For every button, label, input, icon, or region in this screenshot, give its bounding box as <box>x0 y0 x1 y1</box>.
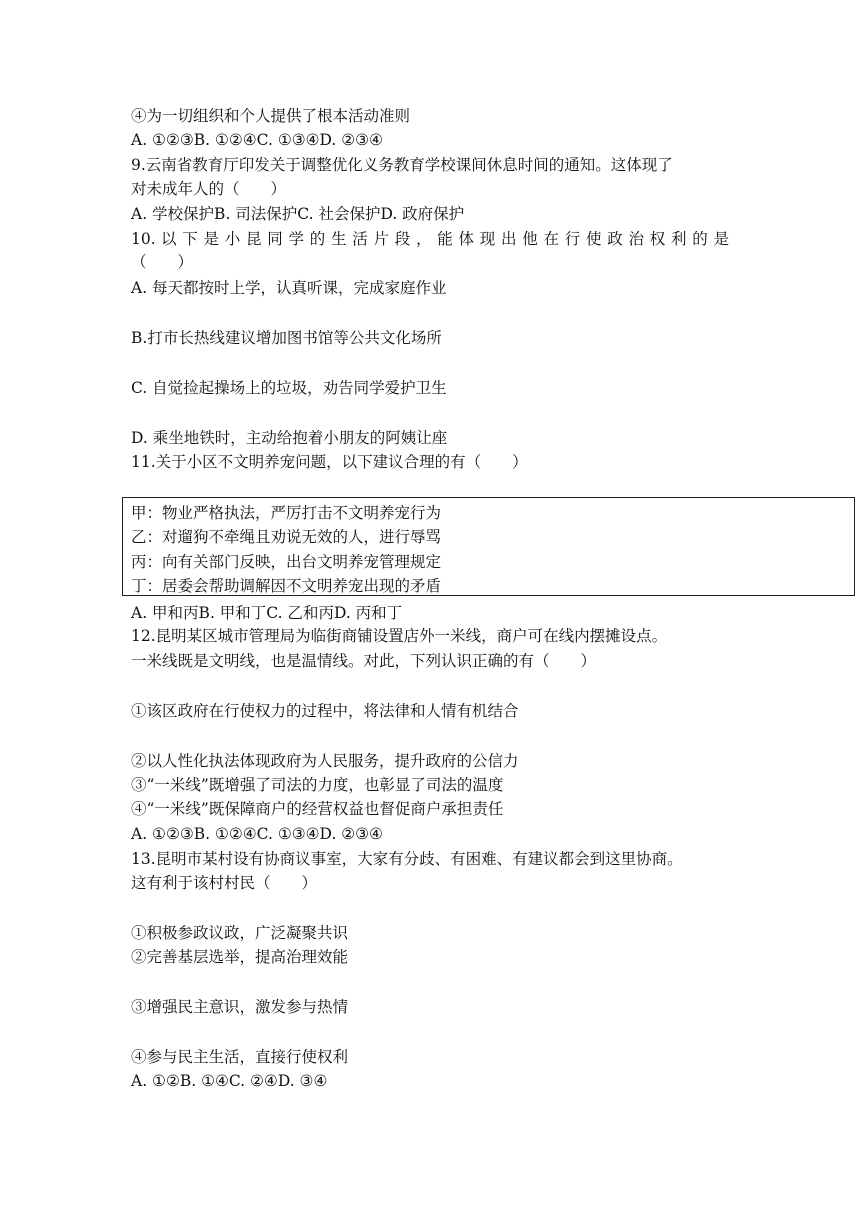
answer-option: B.打市长热线建议增加图书馆等公共文化场所 <box>131 329 442 347</box>
question-stem: 这有利于该村村民（ ） <box>131 874 318 892</box>
answer-option: D. 乘坐地铁时，主动给抱着小朋友的阿姨让座 <box>131 429 448 447</box>
question-stem: 12.昆明某区城市管理局为临街商铺设置店外一米线，商户可在线内摆摊设点。 <box>131 627 668 645</box>
answer-options: A. 学校保护B. 司法保护C. 社会保护D. 政府保护 <box>131 205 465 223</box>
answer-options: A. ①②③B. ①②④C. ①③④D. ②③④ <box>131 131 383 149</box>
question-stem: 13.昆明市某村设有协商议事室，大家有分歧、有困难、有建议都会到这里协商。 <box>131 850 683 868</box>
question-stem: 11.关于小区不文明养宠问题，以下建议合理的有（ ） <box>131 453 528 471</box>
answer-options: A. ①②B. ①④C. ②④D. ③④ <box>131 1072 328 1090</box>
statement-item: 丙：向有关部门反映，出台文明养宠管理规定 <box>131 553 442 571</box>
text-line: ④为一切组织和个人提供了根本活动准则 <box>131 107 411 125</box>
statement-item: ①积极参政议政，广泛凝聚共识 <box>131 924 349 942</box>
statement-item: ④“一米线”既保障商户的经营权益也督促商户承担责任 <box>131 800 504 818</box>
question-stem: 对未成年人的（ ） <box>131 180 287 198</box>
statement-item: 甲：物业严格执法，严厉打击不文明养宠行为 <box>131 504 442 522</box>
statement-item: ②完善基层选举，提高治理效能 <box>131 948 349 966</box>
question-stem: 10. 以 下 是 小 昆 同 学 的 生 活 片 段 ， 能 体 现 出 他 在 行 使 政 治 权 利 的 是 <box>131 230 729 248</box>
statement-item: ④参与民主生活，直接行使权利 <box>131 1048 349 1066</box>
answer-options: A. 甲和丙B. 甲和丁C. 乙和丙D. 丙和丁 <box>131 604 403 622</box>
statement-item: ①该区政府在行使权力的过程中，将法律和人情有机结合 <box>131 702 519 720</box>
statement-item: 乙：对遛狗不牵绳且劝说无效的人，进行辱骂 <box>131 528 442 546</box>
statement-item: ③增强民主意识，激发参与热情 <box>131 998 349 1016</box>
statement-item: 丁：居委会帮助调解因不文明养宠出现的矛盾 <box>131 577 442 595</box>
statement-item: ③“一米线”既增强了司法的力度，也彰显了司法的温度 <box>131 776 504 794</box>
statement-item: ②以人性化执法体现政府为人民服务，提升政府的公信力 <box>131 752 519 770</box>
answer-options: A. ①②③B. ①②④C. ①③④D. ②③④ <box>131 825 383 843</box>
question-stem: （ ） <box>131 253 194 271</box>
answer-option: C. 自觉捡起操场上的垃圾，劝告同学爱护卫生 <box>131 379 447 397</box>
question-stem: 9.云南省教育厅印发关于调整优化义务教育学校课间休息时间的通知。这体现了 <box>131 156 673 174</box>
answer-option: A. 每天都按时上学，认真听课，完成家庭作业 <box>131 279 447 297</box>
question-stem: 一米线既是文明线，也是温情线。对此，下列认识正确的有（ ） <box>131 652 597 670</box>
